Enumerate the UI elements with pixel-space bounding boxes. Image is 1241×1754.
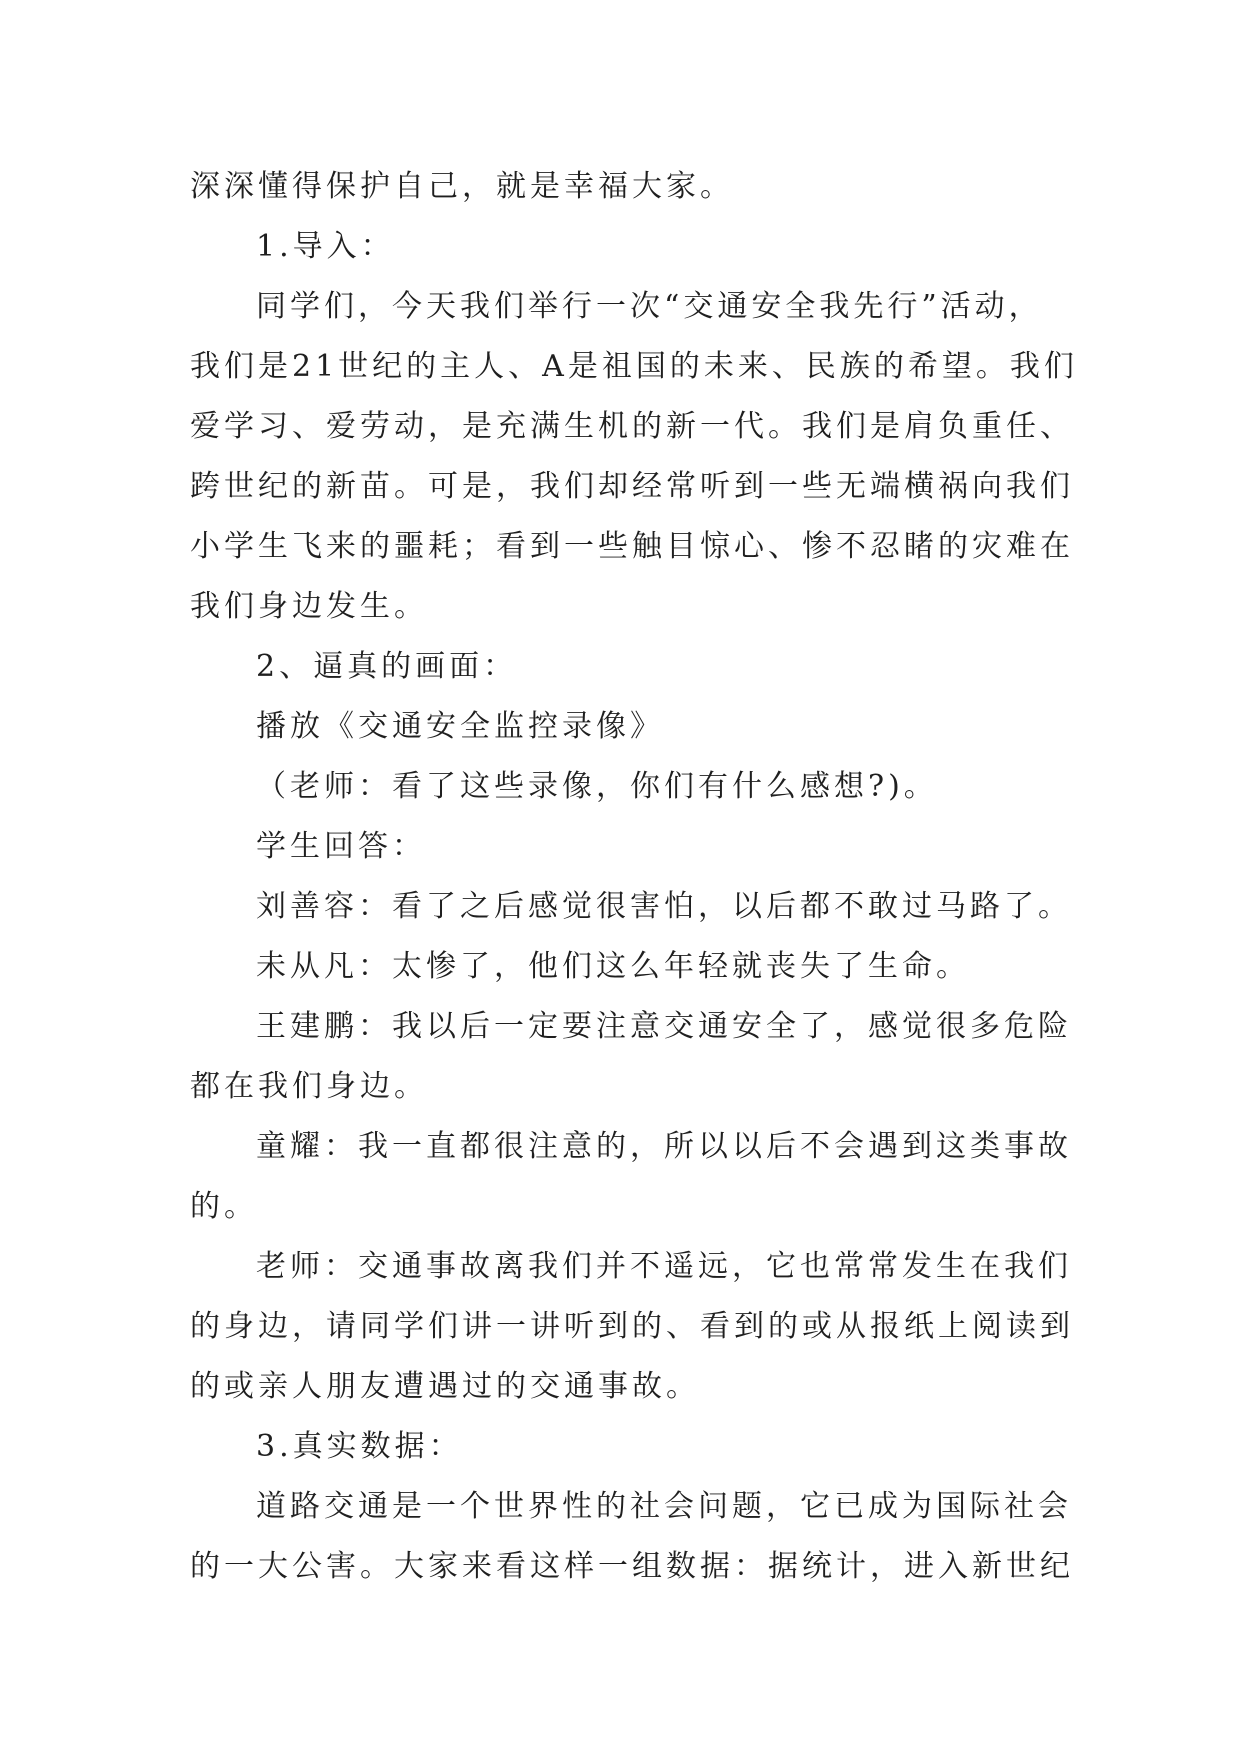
text-line: 童耀：我一直都很注意的，所以以后不会遇到这类事故 <box>256 1129 1072 1164</box>
text-line: 学生回答： <box>256 829 426 864</box>
text-line: 的或亲人朋友遭遇过的交通事故。 <box>190 1369 700 1404</box>
text-line: 老师：交通事故离我们并不遥远，它也常常发生在我们 <box>256 1249 1072 1284</box>
text-line: 跨世纪的新苗。可是，我们却经常听到一些无端横祸向我们 <box>190 469 1074 504</box>
text-line: 同学们，今天我们举行一次“交通安全我先行”活动， <box>256 289 1043 324</box>
text-line: 我们身边发生。 <box>190 589 428 624</box>
text-line: 我们是21世纪的主人、A是祖国的未来、民族的希望。我们 <box>190 349 1078 384</box>
text-line: （老师：看了这些录像，你们有什么感想?)。 <box>256 769 938 804</box>
document-body <box>190 157 1078 1597</box>
text-line: 未从凡：太惨了，他们这么年轻就丧失了生命。 <box>256 949 970 984</box>
text-line: 刘善容：看了之后感觉很害怕，以后都不敢过马路了。 <box>256 889 1072 924</box>
section-heading-introduction: 1.导入： <box>256 229 395 264</box>
text-line: 小学生飞来的噩耗；看到一些触目惊心、惨不忍睹的灾难在 <box>190 529 1074 564</box>
text-line: 道路交通是一个世界性的社会问题，它已成为国际社会 <box>256 1489 1072 1524</box>
text-line: 播放《交通安全监控录像》 <box>256 709 664 744</box>
text-line: 的一大公害。大家来看这样一组数据：据统计，进入新世纪 <box>190 1549 1074 1584</box>
text-line: 的。 <box>190 1189 258 1224</box>
text-line: 的身边，请同学们讲一讲听到的、看到的或从报纸上阅读到 <box>190 1309 1074 1344</box>
text-line: 都在我们身边。 <box>190 1069 428 1104</box>
section-heading-data: 3.真实数据： <box>256 1429 463 1464</box>
text-line: 王建鹏：我以后一定要注意交通安全了，感觉很多危险 <box>256 1009 1072 1044</box>
text-line: 深深懂得保护自己，就是幸福大家。 <box>190 169 734 204</box>
section-heading-video: 2、逼真的画面： <box>256 649 518 684</box>
text-line: 爱学习、爱劳动，是充满生机的新一代。我们是肩负重任、 <box>190 409 1074 444</box>
